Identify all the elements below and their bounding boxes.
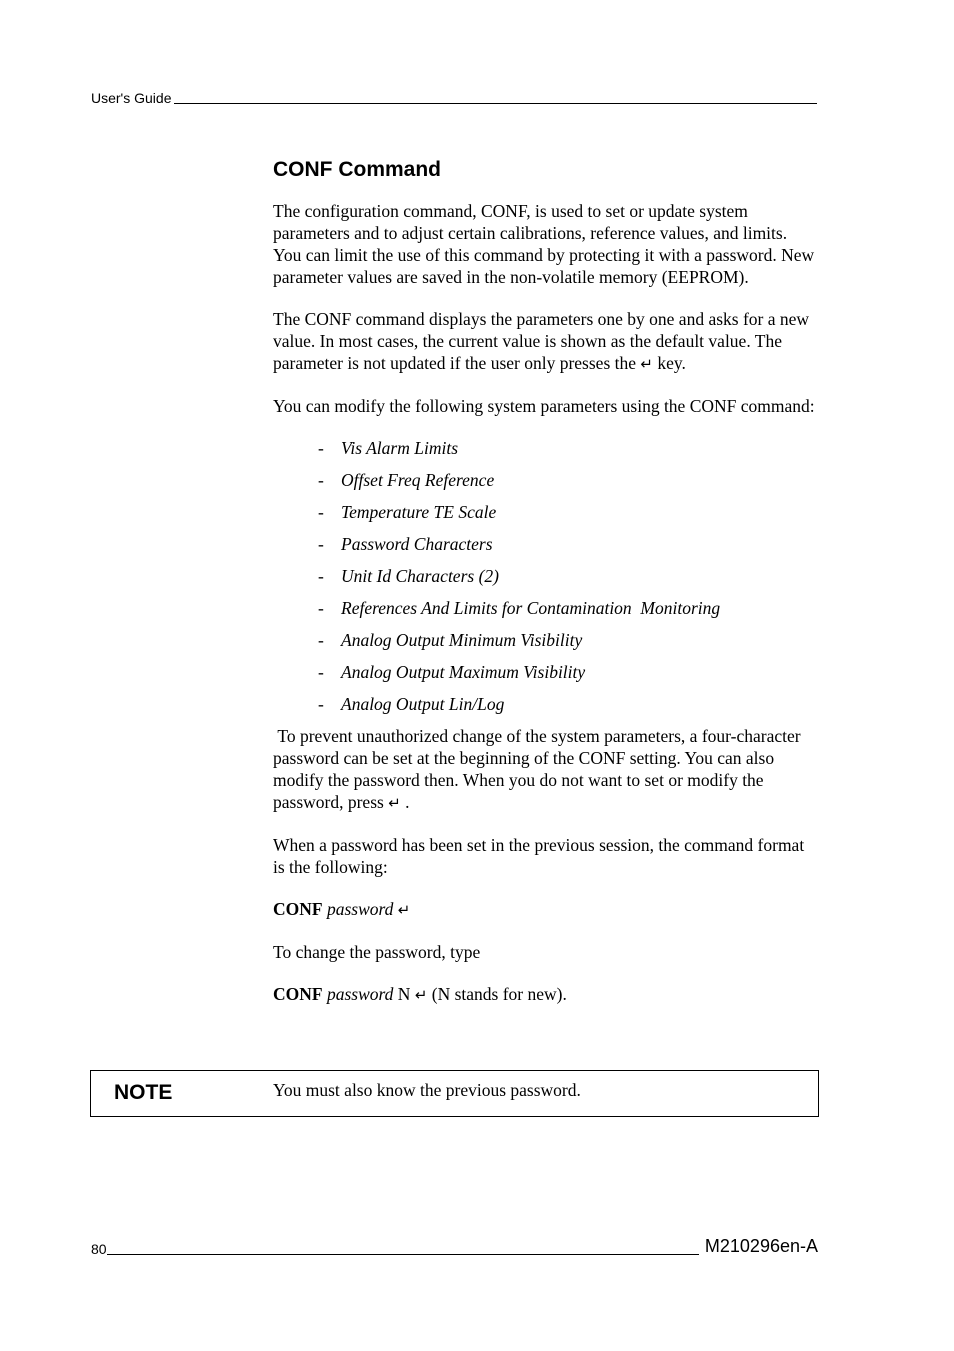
parameter-label: Analog Output Maximum Visibility — [341, 662, 586, 682]
list-item: - Analog Output Lin/Log — [318, 694, 505, 714]
display-paragraph-end: key. — [652, 353, 686, 373]
parameter-label: Vis Alarm Limits — [341, 438, 459, 458]
command-example-2 — [273, 983, 818, 1006]
parameter-label: Unit Id Characters (2) — [341, 566, 499, 586]
list-item: - Offset Freq Reference — [318, 470, 495, 490]
list-item: - Unit Id Characters (2) — [318, 566, 499, 586]
enter-key-icon: ↵ — [397, 901, 411, 919]
list-item: - Password Characters — [318, 534, 493, 554]
main-content — [273, 158, 818, 1026]
list-item: - Analog Output Maximum Visibility — [318, 662, 586, 682]
page-number: 80 — [91, 1241, 107, 1257]
modify-paragraph: You can modify the following system parameters using the CONF command: — [273, 396, 815, 416]
command-keyword: CONF — [273, 899, 323, 919]
note-box — [90, 1070, 819, 1117]
list-item: - Vis Alarm Limits — [318, 438, 459, 458]
display-paragraph — [273, 308, 818, 375]
parameter-label: Analog Output Lin/Log — [341, 694, 505, 714]
list-item: - Analog Output Minimum Visibility — [318, 630, 583, 650]
header-title: User's Guide — [91, 90, 172, 106]
enter-key-icon: ↵ — [640, 355, 653, 373]
parameter-list — [273, 437, 818, 715]
command-argument: password — [326, 899, 394, 919]
parameter-label: Offset Freq Reference — [341, 470, 495, 490]
password-paragraph-end: . — [400, 792, 410, 812]
command-argument: password — [326, 984, 394, 1004]
list-item: - References And Limits for Contamination Monitoring — [318, 598, 721, 618]
parameter-label: Password Characters — [341, 534, 493, 554]
command-explanation: (N stands for new). — [427, 984, 567, 1004]
page-footer — [91, 1236, 818, 1257]
enter-key-icon: ↵ — [414, 986, 428, 1004]
list-item: - Temperature TE Scale — [318, 502, 497, 522]
password-paragraph — [273, 725, 818, 814]
command-example-1 — [273, 898, 818, 921]
section-title: CONF Command — [273, 158, 441, 181]
command-keyword: CONF — [273, 984, 323, 1004]
note-label: NOTE — [114, 1081, 173, 1104]
change-paragraph: To change the password, type — [273, 942, 481, 962]
note-text: You must also know the previous password. — [273, 1080, 581, 1100]
header-rule — [174, 103, 817, 104]
parameter-label: References And Limits for Contamination Monitoring — [341, 598, 721, 618]
enter-key-icon: ↵ — [388, 794, 401, 812]
parameter-label: Analog Output Minimum Visibility — [341, 630, 583, 650]
password-paragraph-text: To prevent unauthorized change of the system parameters, a four-character password can be set at the beginning of the CONF setting. You can also modify the password then. When you do not want to set or modify the password, press — [273, 726, 805, 812]
command-flag: N — [393, 984, 415, 1004]
footer-rule — [107, 1254, 699, 1255]
format-paragraph: When a password has been set in the previous session, the command format is the following: — [273, 835, 805, 877]
parameter-label: Temperature TE Scale — [341, 502, 497, 522]
display-paragraph-text: The CONF command displays the parameters one by one and asks for a new value. In most cases, the current value is shown as the default value. The parameter is not updated if the user only presses the — [273, 309, 810, 373]
page-header — [91, 90, 817, 106]
document-id: M210296en-A — [704, 1236, 818, 1256]
intro-paragraph: The configuration command, CONF, is used to set or update system parameters and to adjust certain calibrations, reference values, and limits. You can limit the use of this command by protecting it with a password. New parameter values are saved in the non-volatile memory (EEPROM). — [273, 201, 815, 287]
